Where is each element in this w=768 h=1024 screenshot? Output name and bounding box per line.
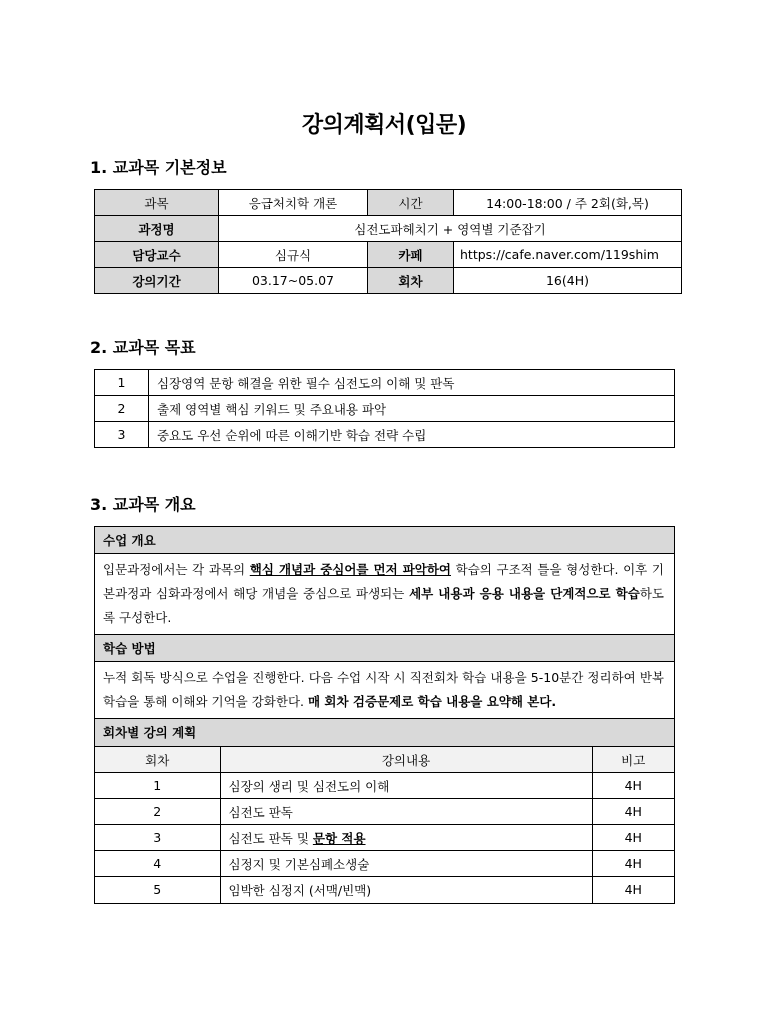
document-title: 강의계획서(입문)	[301, 113, 467, 138]
value-time: 14:00-18:00 / 주 2회(화,목)	[454, 190, 682, 216]
table-row	[95, 242, 682, 268]
overview-text-bold: 세부 내용과 응용 내용을 단계적으로 학습	[409, 586, 640, 601]
col-header-note: 비고	[592, 747, 674, 773]
value-sessions: 16(4H)	[454, 268, 682, 294]
table-row	[95, 877, 674, 903]
table-row	[95, 370, 675, 396]
table-row	[95, 396, 675, 422]
label-sessions: 회차	[368, 268, 454, 294]
session-content: 심장의 생리 및 심전도의 이해	[220, 773, 592, 799]
basic-info-table	[94, 189, 682, 294]
value-subject: 응급처치학 개론	[219, 190, 368, 216]
session-content-part: 심전도 판독 및	[228, 830, 313, 846]
goal-text: 중요도 우선 순위에 따른 이해기반 학습 전략 수립	[149, 422, 675, 448]
plan-table	[95, 746, 674, 903]
col-header-session: 회차	[95, 747, 220, 773]
method-header: 학습 방법	[95, 635, 674, 662]
label-professor: 담당교수	[95, 242, 219, 268]
overview-text-part: 하도록 구성한다.	[103, 586, 664, 625]
label-cafe: 카페	[368, 242, 454, 268]
plan-header: 회차별 강의 계획	[95, 719, 674, 746]
overview-text-part: 학습의 구조적 틀을 형성한다. 이후 기본과정과 심화과정에서 해당 개념을 중심으로 파생되는	[103, 562, 664, 601]
session-content	[220, 825, 592, 851]
table-row	[95, 851, 674, 877]
table-row	[95, 216, 682, 242]
overview-text	[95, 554, 674, 635]
session-note: 4H	[592, 825, 674, 851]
value-period: 03.17~05.07	[219, 268, 368, 294]
goal-number: 3	[95, 422, 149, 448]
session-number: 2	[95, 799, 220, 825]
overview-header: 수업 개요	[95, 527, 674, 554]
label-period: 강의기간	[95, 268, 219, 294]
col-header-content: 강의내용	[220, 747, 592, 773]
method-text-part: 누적 회독 방식으로 수업을 진행한다. 다음 수업 시작 시 직전회차 학습 내용을 5-10분간 정리하여 반복 학습을 통해 이해와 기억을 강화한다.	[103, 670, 664, 709]
overview-text-part: 입문과정에서는 각 과목의	[103, 562, 250, 577]
session-note: 4H	[592, 773, 674, 799]
table-row	[95, 422, 675, 448]
table-row	[95, 825, 674, 851]
overview-text-emphasis: 핵심 개념과 중심어를 먼저 파악하여	[249, 562, 451, 577]
label-time: 시간	[368, 190, 454, 216]
goals-table	[94, 369, 675, 448]
value-professor: 심규식	[219, 242, 368, 268]
session-content: 임박한 심정지 (서맥/빈맥)	[220, 877, 592, 903]
session-note: 4H	[592, 877, 674, 903]
method-text	[95, 662, 674, 719]
session-number: 4	[95, 851, 220, 877]
session-content: 심정지 및 기본심폐소생술	[220, 851, 592, 877]
section2-heading: 2. 교과목 목표	[90, 338, 196, 357]
goal-text: 심장영역 문항 해결을 위한 필수 심전도의 이해 및 판독	[149, 370, 675, 396]
goal-text: 출제 영역별 핵심 키워드 및 주요내용 파악	[149, 396, 675, 422]
table-row	[95, 773, 674, 799]
table-row	[95, 799, 674, 825]
label-course: 과정명	[95, 216, 219, 242]
goal-number: 2	[95, 396, 149, 422]
session-content: 심전도 판독	[220, 799, 592, 825]
table-row	[95, 190, 682, 216]
session-content-emphasis: 문항 적용	[312, 830, 366, 846]
goal-number: 1	[95, 370, 149, 396]
section3-heading: 3. 교과목 개요	[90, 495, 196, 514]
table-row	[95, 268, 682, 294]
method-text-bold: 매 회차 검증문제로 학습 내용을 요약해 본다.	[307, 694, 557, 709]
overview-box	[94, 526, 675, 904]
label-subject: 과목	[95, 190, 219, 216]
table-header-row	[95, 747, 674, 773]
section1-heading: 1. 교과목 기본정보	[90, 158, 227, 177]
session-note: 4H	[592, 851, 674, 877]
session-number: 1	[95, 773, 220, 799]
value-course: 심전도파헤치기 + 영역별 기준잡기	[219, 216, 682, 242]
session-note: 4H	[592, 799, 674, 825]
session-number: 3	[95, 825, 220, 851]
value-cafe-link[interactable]: https://cafe.naver.com/119shim	[454, 242, 682, 268]
session-number: 5	[95, 877, 220, 903]
